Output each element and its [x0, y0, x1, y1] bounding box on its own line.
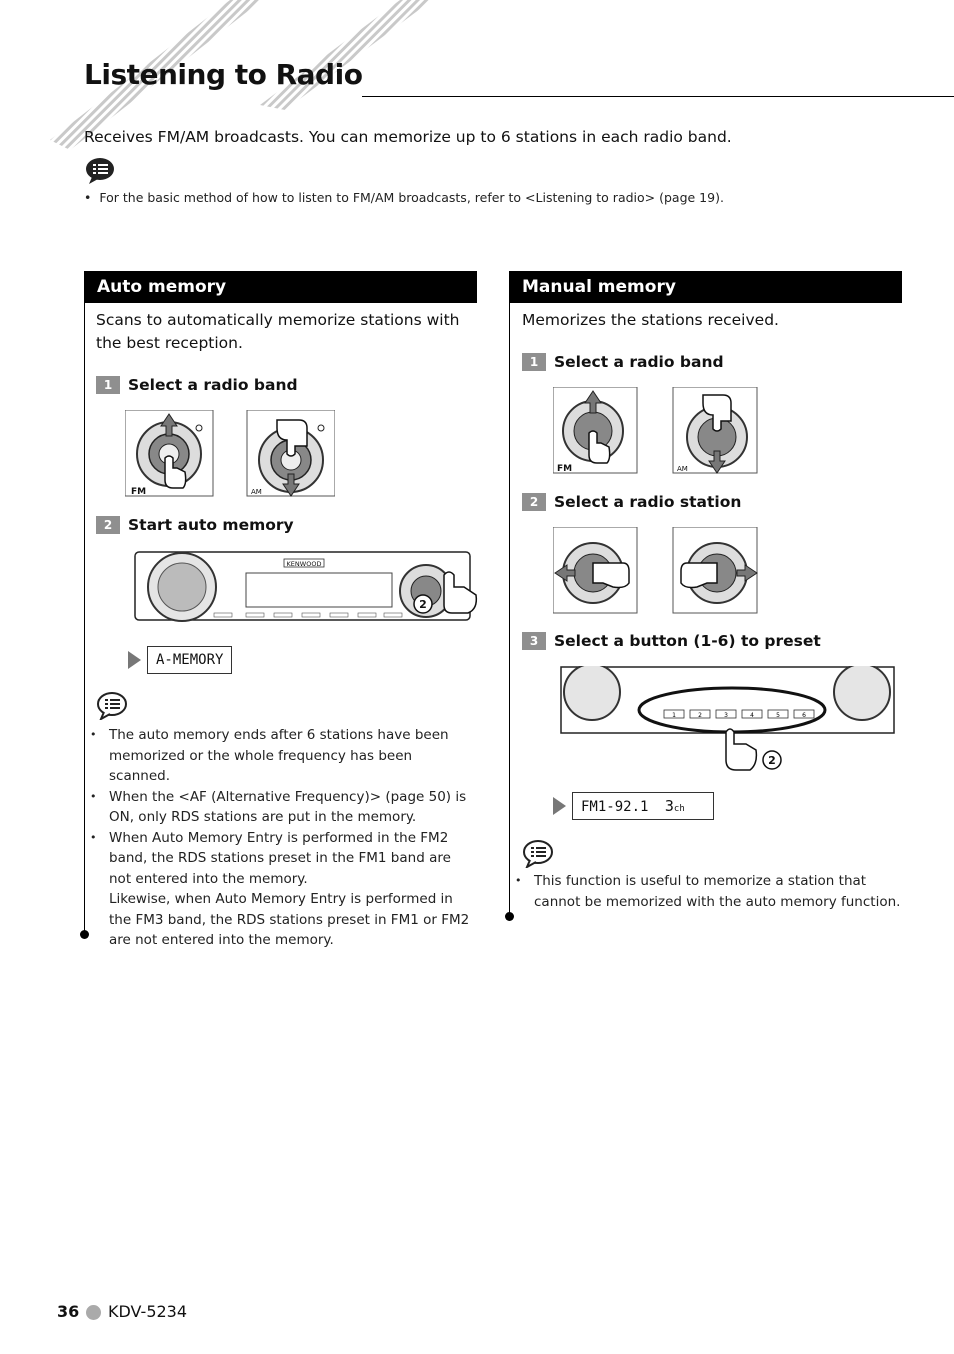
hold-number: 2: [768, 754, 776, 767]
knob-left-icon: [553, 527, 637, 613]
model-name: KDV-5234: [108, 1302, 188, 1321]
band-select-illustration: [125, 410, 335, 498]
knob-down-icon: [247, 410, 335, 496]
hold-timer-icon: [414, 595, 432, 613]
auto-memory-notes: [84, 725, 474, 951]
auto-memory-description: Scans to automatically memorize stations with the best reception.: [96, 311, 460, 352]
preset-label: 5: [776, 712, 780, 719]
page-title: Listening to Radio: [84, 58, 363, 91]
intro-note-text: For the basic method of how to listen to FM/AM broadcasts, refer to <Listening to radio> (page 19).: [99, 190, 724, 205]
step-number: 2: [96, 516, 120, 534]
step-number: 1: [96, 376, 120, 394]
auto-memory-display: [128, 646, 232, 674]
title-rule: [362, 96, 954, 97]
note-item: • When the <AF (Alternative Frequency)> (page 50) is ON, only RDS stations are put in the memory.: [84, 787, 474, 828]
preset-buttons-illustration: [560, 666, 900, 774]
preset-label: 6: [802, 712, 806, 719]
preset-label: 4: [750, 712, 754, 719]
manual-step-2: [522, 492, 741, 512]
knob-up-icon: [553, 387, 637, 474]
band-select-illustration: [553, 387, 763, 475]
am-label: AM: [251, 488, 262, 496]
step-label: Select a radio band: [128, 376, 298, 394]
display-box: A-MEMORY: [147, 646, 232, 674]
bullet: •: [84, 190, 92, 205]
display-preset: 3: [664, 797, 674, 815]
step-number: 1: [522, 353, 546, 371]
note-icon: [522, 838, 556, 868]
knob-right-icon: [673, 527, 757, 613]
hold-timer-icon: [763, 751, 781, 769]
intro-text: Receives FM/AM broadcasts. You can memorize up to 6 stations in each radio band.: [84, 128, 732, 146]
step-number: 2: [522, 493, 546, 511]
intro-note: [84, 190, 944, 205]
preset-label: 3: [724, 712, 728, 719]
step-label: Start auto memory: [128, 516, 294, 534]
manual-memory-description: Memorizes the stations received.: [522, 311, 779, 329]
note-icon: [84, 155, 118, 185]
manual-memory-display: [553, 792, 714, 820]
note-item: [84, 828, 474, 951]
step-label: Select a radio station: [554, 493, 742, 511]
display-preset-suffix: ch: [673, 804, 685, 814]
brand-logo: KENWOOD: [286, 560, 322, 568]
manual-memory-vline: [509, 302, 510, 914]
preset-label: 2: [698, 712, 702, 719]
note-icon: [96, 690, 130, 720]
auto-memory-header: Auto memory: [84, 271, 477, 303]
step-label: Select a button (1-6) to preset: [554, 632, 821, 650]
step-label: Select a radio band: [554, 353, 724, 371]
page-number: 36: [57, 1302, 80, 1321]
note-item: • The auto memory ends after 6 stations have been memorized or the whole frequency has been scanned.: [84, 725, 474, 787]
manual-memory-header: Manual memory: [509, 271, 902, 303]
auto-step-1: [96, 375, 298, 395]
fm-label: FM: [557, 464, 573, 474]
note-item: • This function is useful to memorize a station that cannot be memorized with the auto memory function.: [509, 871, 901, 912]
manual-step-1: [522, 352, 724, 372]
note-text: • When Auto Memory Entry is performed in the FM2 band, the RDS stations preset in the FM1 band are not entered into the memory.: [109, 829, 451, 887]
manual-memory-end-dot: [505, 912, 514, 921]
knob-up-icon: [125, 410, 213, 497]
preset-label: 1: [672, 712, 676, 719]
display-box: [572, 792, 714, 820]
display-frequency: FM1-92.1: [581, 799, 649, 815]
display-arrow-icon: [553, 797, 566, 815]
step-number: 3: [522, 632, 546, 650]
front-panel-illustration: [134, 551, 480, 623]
display-arrow-icon: [128, 651, 141, 669]
manual-memory-notes: [509, 871, 901, 912]
note-text-continued: Likewise, when Auto Memory Entry is performed in the FM3 band, the RDS stations preset in FM1 or FM2 are not entered into the memory.: [109, 891, 470, 948]
hold-number: 2: [419, 598, 427, 611]
knob-down-icon: [673, 387, 757, 473]
auto-step-2: [96, 515, 294, 535]
am-label: AM: [677, 465, 688, 473]
manual-step-3: [522, 631, 821, 651]
fm-label: FM: [131, 487, 147, 497]
footer-dot: [86, 1305, 101, 1320]
station-select-illustration: [553, 527, 763, 615]
